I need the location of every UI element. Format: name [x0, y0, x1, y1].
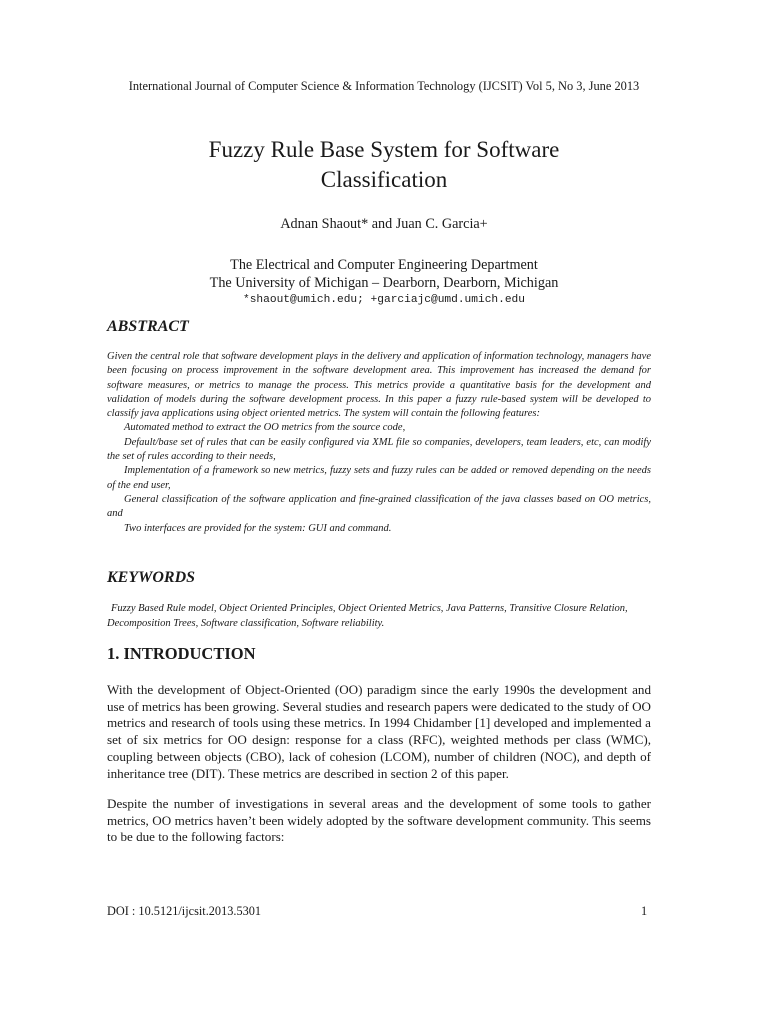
- footer-doi: DOI : 10.5121/ijcsit.2013.5301: [107, 904, 262, 918]
- paper-title: [0, 135, 768, 195]
- introduction-paragraph-2: Despite the number of investigations in several areas and the development of some tools to gather metrics, OO metrics haven’t been widely adopted by the software development community. This seems to be due to the following factors:: [107, 796, 651, 845]
- journal-header: International Journal of Computer Science & Information Technology (IJCSIT) Vol 5, No 3, June 2013: [128, 79, 640, 93]
- paper-authors: Adnan Shaout* and Juan C. Garcia+: [280, 216, 488, 232]
- abstract-feature: Two interfaces are provided for the system: GUI and command.: [124, 522, 392, 534]
- abstract-body: [107, 350, 651, 536]
- introduction-heading: 1. INTRODUCTION: [107, 644, 256, 663]
- author-emails: *shaout@umich.edu; +garciajc@umd.umich.edu: [243, 294, 525, 306]
- keywords-heading: KEYWORDS: [107, 569, 196, 586]
- affiliation-block: [0, 256, 768, 309]
- paper-title-line-1: Fuzzy Rule Base System for Software: [208, 137, 560, 162]
- page-number: 1: [641, 904, 648, 918]
- paper-title-line-2: Classification: [320, 167, 448, 192]
- keywords-text: Fuzzy Based Rule model, Object Oriented Principles, Object Oriented Metrics, Java Patterns, Transitive Closure Relation, Decomposition Trees, Software classification, Software reliability.: [107, 603, 628, 629]
- abstract-feature: Automated method to extract the OO metrics from the source code,: [124, 422, 406, 434]
- abstract-intro: Given the central role that software development plays in the delivery and application of information technology, managers have been focusing on process improvement in the software development area. This improvement has increased the demand for software measures, or metrics to manage the process. This metrics provide a quantitative basis for the development and validation of models during the software development process. In this paper a fuzzy rule-based system will be developed to classify java applications using object oriented metrics. The system will contain the following features:: [107, 351, 651, 420]
- affiliation-university: The University of Michigan – Dearborn, Dearborn, Michigan: [209, 275, 559, 291]
- abstract-heading: ABSTRACT: [107, 318, 189, 335]
- introduction-paragraph-1: With the development of Object-Oriented (OO) paradigm since the early 1990s the development and use of metrics has been growing. Several studies and research papers were dedicated to the study of OO metrics and research of tools using these metrics. In 1994 Chidamber [1] developed and implemented a set of six metrics for OO design: response for a class (RFC), weighted methods per class (WMC), coupling between objects (CBO), lack of cohesion (LCOM), number of children (NOC), and depth of inheritance tree (DIT). These metrics are described in section 2 of this paper.: [107, 682, 651, 781]
- abstract-feature: Default/base set of rules that can be easily configured via XML file so companies, developers, team leaders, etc, can modify the set of rules according to their needs,: [107, 436, 651, 463]
- affiliation-department: The Electrical and Computer Engineering Department: [230, 257, 538, 273]
- abstract-feature: Implementation of a framework so new metrics, fuzzy sets and fuzzy rules can be added or removed depending on the needs of the end user,: [107, 465, 651, 491]
- abstract-feature: General classification of the software application and fine-grained classification of the java classes based on OO metrics, and: [107, 493, 651, 520]
